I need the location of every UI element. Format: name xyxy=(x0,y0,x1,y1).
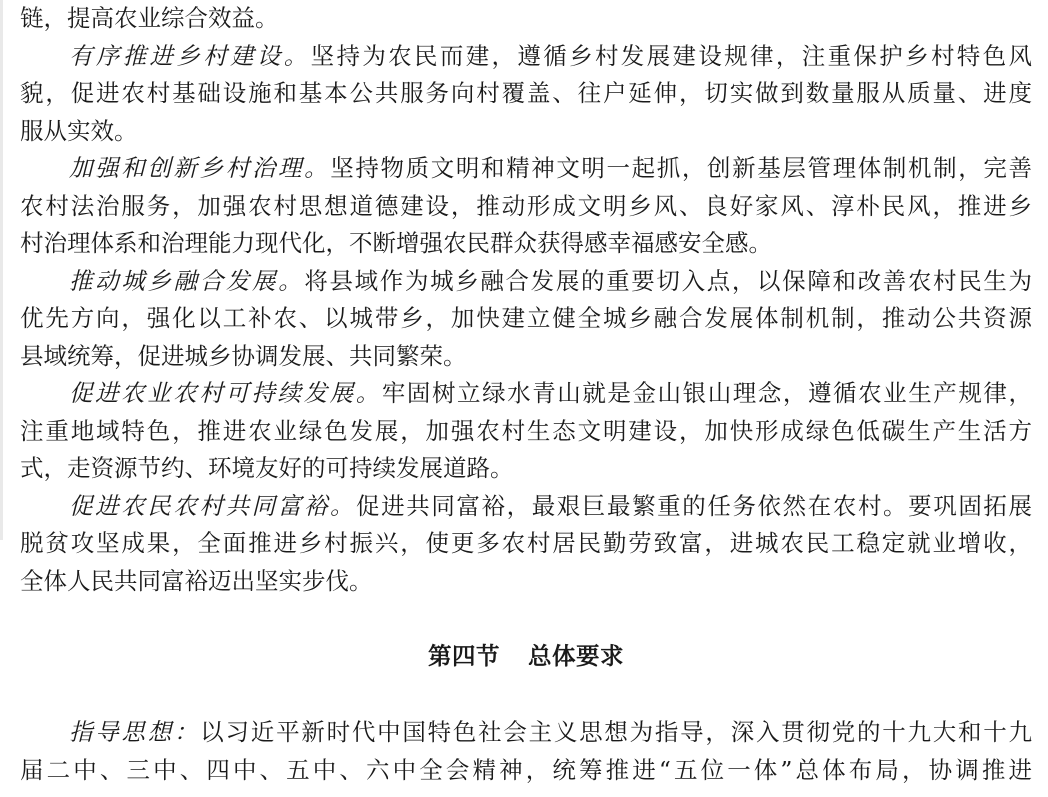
paragraph-text: 坚持物质文明和精神文明一起抓，创新基层管理体制机制，完善 xyxy=(330,154,1032,182)
paragraph-text: 促进共同富裕，最艰巨最繁重的任务依然在农村。要巩固拓展 xyxy=(356,491,1032,520)
paragraph-text: 以习近平新时代中国特色社会主义思想为指导，深入贯彻党的十九大和十九 xyxy=(200,718,1032,746)
paragraph-line xyxy=(20,714,1032,752)
section-number: 第四节 xyxy=(428,642,500,670)
paragraph-line: 县域统筹，促进城乡协调发展、共同繁荣。 xyxy=(20,341,467,370)
section-title: 总体要求 xyxy=(528,642,624,670)
paragraph-line xyxy=(20,150,1032,188)
paragraph-sustainable-development xyxy=(20,375,1032,488)
spacer xyxy=(20,676,1032,714)
paragraph-line: 脱贫攻坚成果，全面推进乡村振兴，使更多农村居民勤劳致富，进城农民工稳定就业增收， xyxy=(20,529,1032,557)
paragraph-heading: 促进农民农村共同富裕。 xyxy=(69,491,357,520)
paragraph-heading: 推动城乡融合发展。 xyxy=(69,266,305,295)
paragraph-line: 优先方向，强化以工补农、以城带乡，加快建立健全城乡融合发展体制机制，推动公共资源 xyxy=(20,304,1032,332)
paragraph-line xyxy=(20,38,1032,76)
paragraph-line xyxy=(20,375,1032,413)
page-edge-shadow xyxy=(0,0,3,540)
paragraph-rural-construction xyxy=(20,38,1032,151)
paragraph-text: 将县域作为城乡融合发展的重要切入点，以保障和改善农村民生为 xyxy=(304,266,1032,295)
paragraph-heading: 指导思想： xyxy=(69,718,201,746)
paragraph-guiding-thought xyxy=(20,714,1032,789)
document-body xyxy=(20,0,1032,789)
paragraph-urban-rural-integration xyxy=(20,263,1032,376)
paragraph-heading: 促进农业农村可持续发展。 xyxy=(69,379,382,407)
paragraph-line: 貌，促进农村基础设施和基本公共服务向村覆盖、往户延伸，切实做到数量服从质量、进度 xyxy=(20,79,1032,107)
paragraph-rural-governance xyxy=(20,150,1032,263)
section-heading xyxy=(20,636,1032,676)
paragraph-heading: 加强和创新乡村治理。 xyxy=(69,154,331,182)
paragraph-line: 注重地域特色，推进农业绿色发展，加强农村生态文明建设，加快形成绿色低碳生产生活方 xyxy=(20,416,1032,445)
paragraph-common-prosperity xyxy=(20,488,1032,601)
paragraph-heading: 有序推进乡村建设。 xyxy=(69,41,311,70)
paragraph-line: 农村法治服务，加强农村思想道德建设，推动形成文明乡风、良好家风、淳朴民风，推进乡 xyxy=(20,191,1032,220)
paragraph-line: 届二中、三中、四中、五中、六中全会精神，统筹推进“五位一体”总体布局，协调推进 xyxy=(20,755,1032,784)
paragraph-line: 全体人民共同富裕迈出坚实步伐。 xyxy=(20,566,373,595)
paragraph-text: 牢固树立绿水青山就是金山银山理念，遵循农业生产规律， xyxy=(381,379,1032,407)
paragraph-line: 服从实效。 xyxy=(20,116,138,145)
paragraph-text: 链，提高农业综合效益。 xyxy=(20,4,279,32)
paragraph-line xyxy=(20,488,1032,526)
paragraph-continuation-line xyxy=(20,0,1032,38)
paragraph-line: 式，走资源节约、环境友好的可持续发展道路。 xyxy=(20,454,514,482)
spacer xyxy=(20,600,1032,636)
paragraph-line: 村治理体系和治理能力现代化，不断增强农民群众获得感幸福感安全感。 xyxy=(20,229,772,257)
paragraph-text: 坚持为农民而建，遵循乡村发展建设规律，注重保护乡村特色风 xyxy=(310,41,1032,70)
paragraph-line xyxy=(20,263,1032,301)
